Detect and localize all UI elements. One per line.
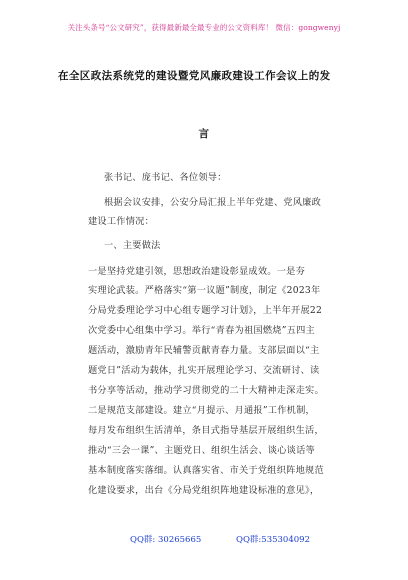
section-heading: 一、主要做法	[104, 240, 161, 251]
body-paragraph-line: 实理论武装。严格落实“第一议题”制度，制定《2023年	[88, 285, 321, 296]
qq-group-2: QQ群:535304092	[236, 535, 310, 545]
document-title-line-1: 在全区政法系统党的建设暨党风廉政建设工作会议上的发	[58, 70, 331, 82]
body-paragraph-line: 题活动，激励青年民辅警贡献青春力量。支部层面以“主	[88, 345, 320, 356]
document-title-line-2: 言	[198, 128, 210, 140]
body-paragraph-line: 题党日”活动为载体，扎实开展理论学习、交流研讨、读	[88, 365, 320, 376]
qq-group-1: QQ群: 30265665	[130, 535, 202, 545]
body-paragraph-line: 基本制度落实落细。认真落实省、市关于党组织阵地规范	[88, 465, 324, 476]
body-paragraph-line: 二是规范支部建设。建立“月提示、月通报”工作机制，	[88, 405, 315, 416]
body-paragraph-line: 根据会议安排，公安分局汇报上半年党建、党风廉政	[104, 197, 322, 208]
body-paragraph-line: 分局党委理论学习中心组专题学习计划》，上半年开展22	[88, 305, 323, 316]
body-paragraph-line: 一是坚持党建引领，思想政治建设彰显成效。一是夯	[88, 266, 306, 277]
body-paragraph-line: 化建设要求，出台《分局党组织阵地建设标准的意见》，	[88, 485, 320, 496]
body-paragraph-line: 建设工作情况：	[88, 216, 155, 227]
body-paragraph-line: 推动“三会一课”、主题党日、组织生活会、谈心谈话等	[88, 445, 315, 456]
promo-banner: 关注头条号“公文研究”，获得最新最全最专业的公文资料库！ 微信：gongwenyj	[67, 23, 341, 32]
body-paragraph-line: 每月发布组织生活清单，条目式指导基层开展组织生活，	[88, 425, 324, 436]
salutation: 张书记、庞书记、各位领导：	[104, 172, 227, 183]
body-paragraph-line: 次党委中心组集中学习。举行“青春为祖国燃烧”五四主	[88, 325, 315, 336]
body-paragraph-line: 书分享等活动，推动学习贯彻党的二十大精神走深走实。	[88, 385, 324, 396]
